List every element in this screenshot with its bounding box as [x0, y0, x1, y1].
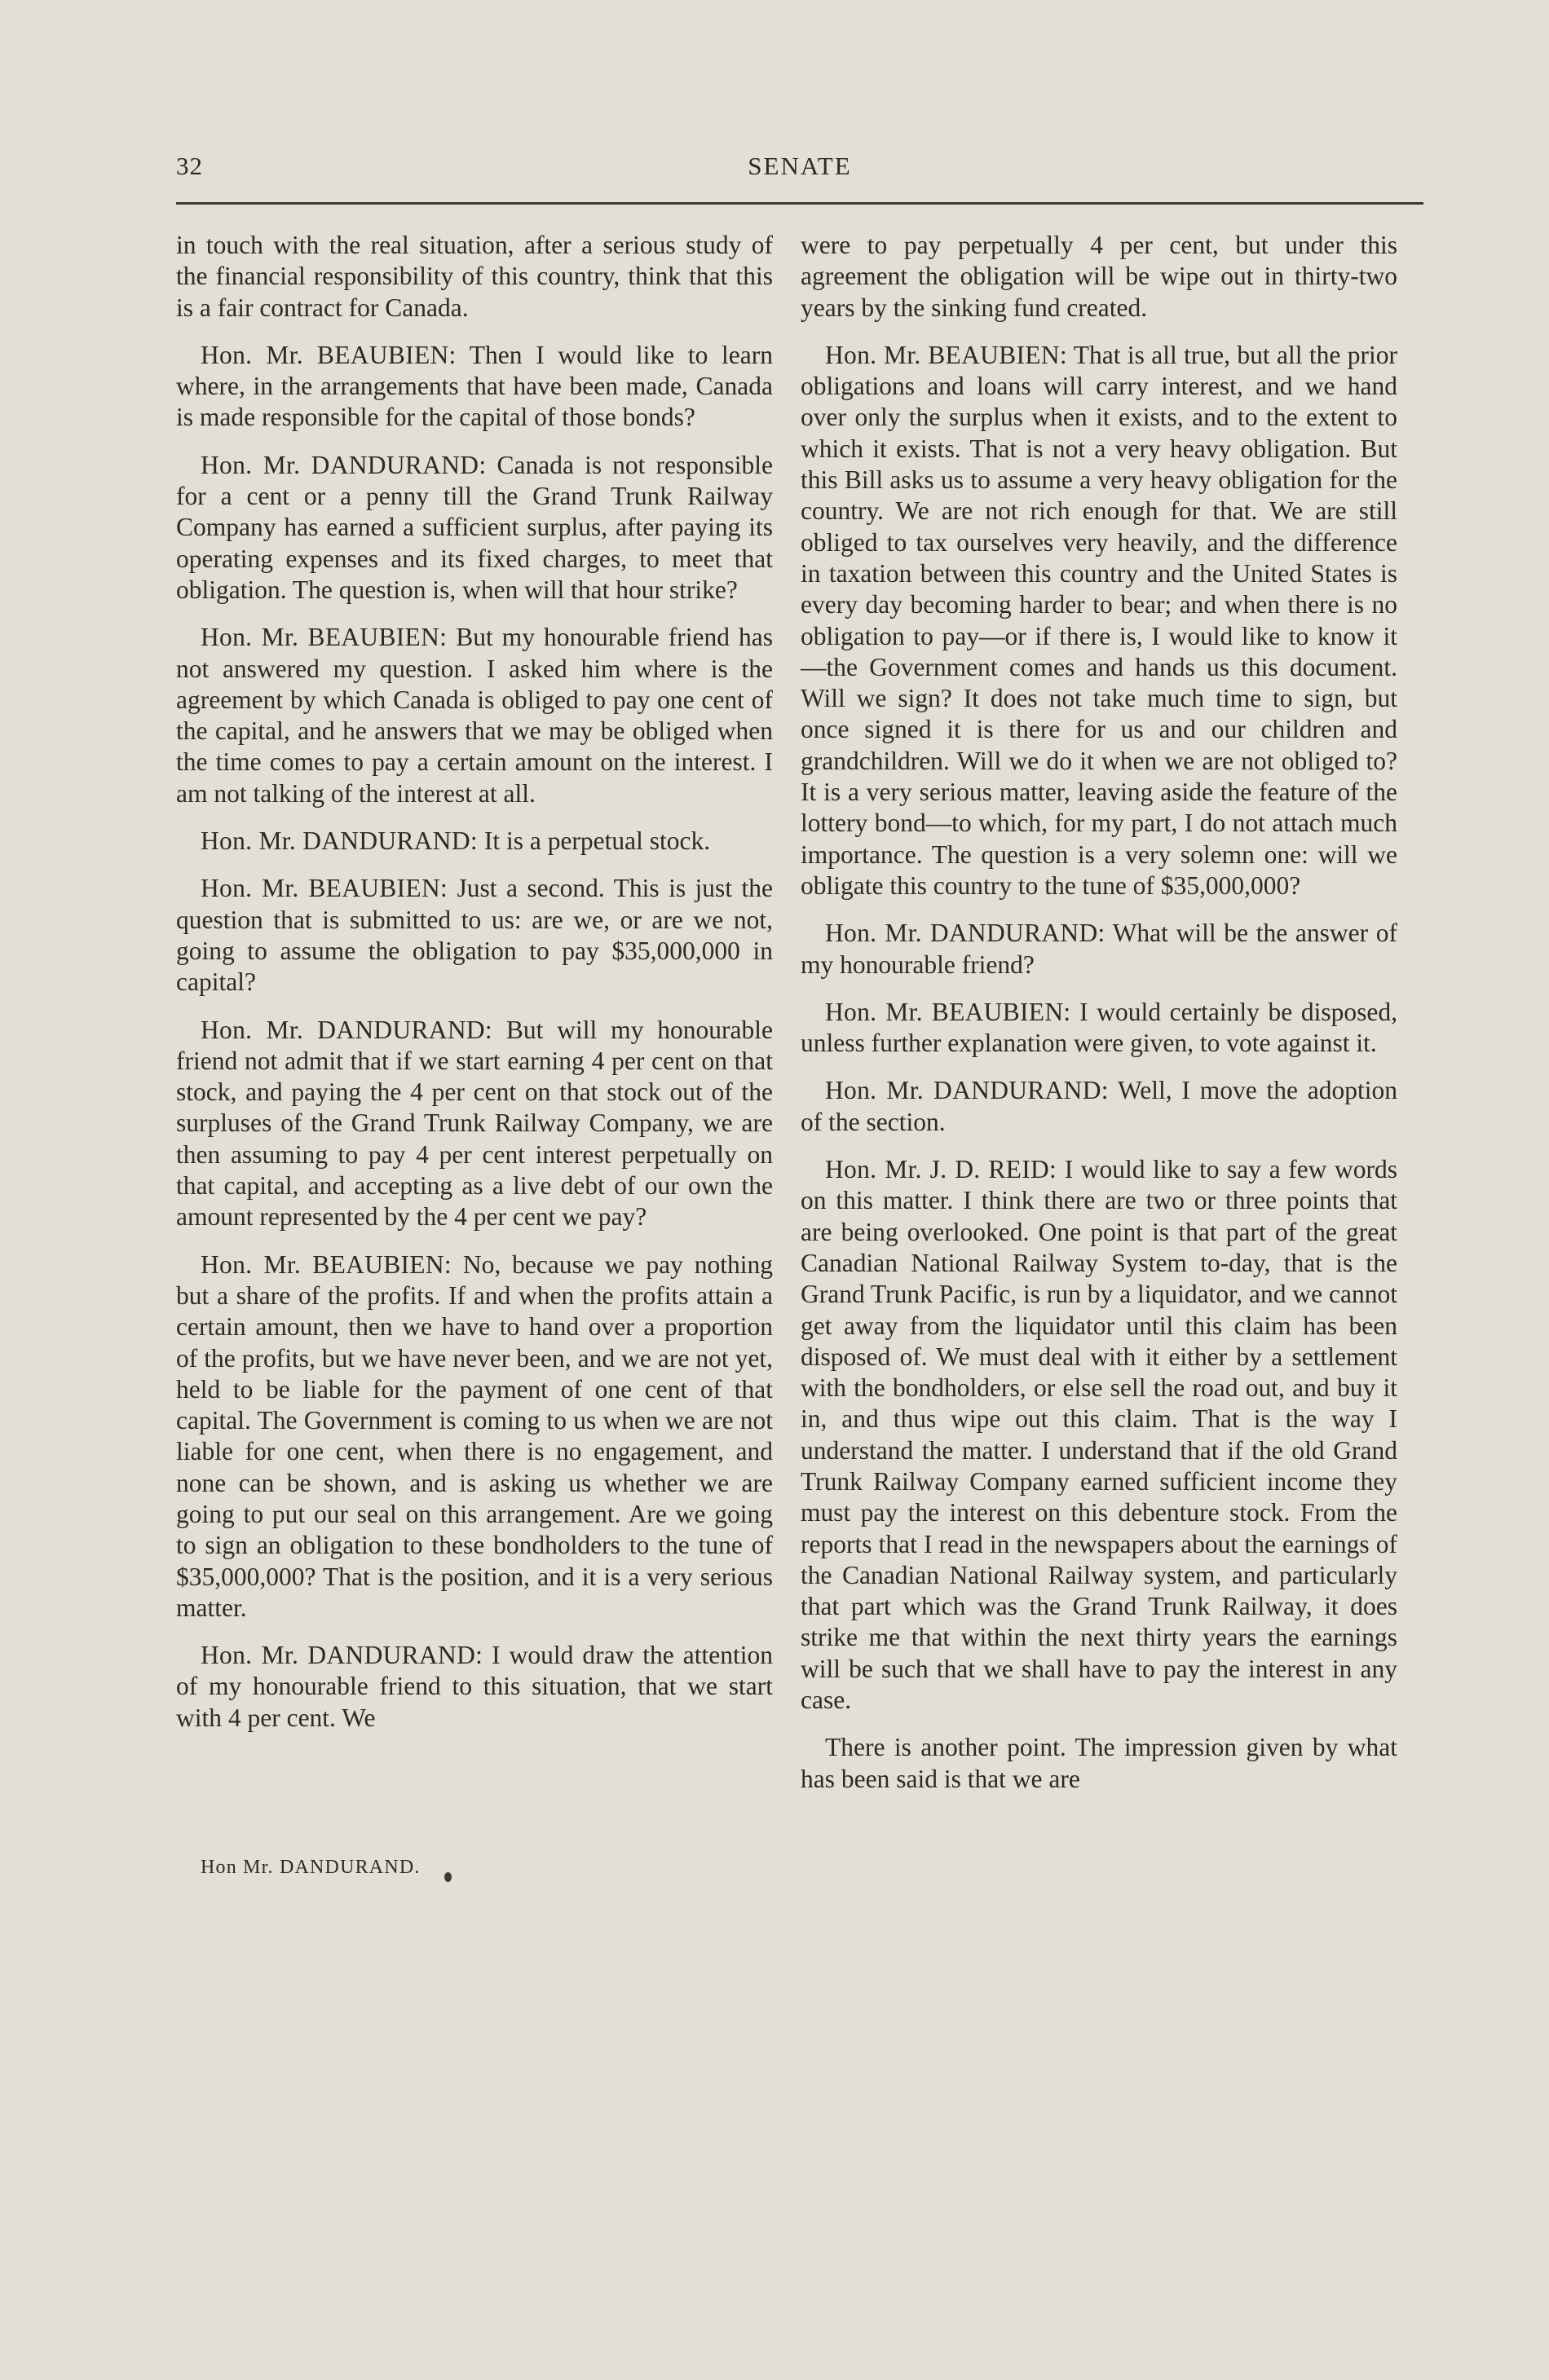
speaker-name: Hon. Mr. BEAUBIEN:	[825, 997, 1071, 1026]
paragraph	[801, 997, 1397, 1060]
paragraph	[801, 918, 1397, 981]
page-title: SENATE	[748, 152, 852, 180]
paragraph	[801, 1075, 1397, 1138]
paragraph	[176, 450, 773, 606]
paragraph-text: Then I would like to learn where, in the arrangements that have been made, Canada is made responsible for the capital of those bonds?	[176, 340, 773, 432]
paragraph	[176, 873, 773, 998]
paragraph-text: Canada is not responsible for a cent or a penny till the Grand Trunk Railway Company has earned a sufficient surplus, after paying its operating expenses and its fixed charges, to meet that obligation. The question is, when will that hour strike?	[176, 450, 773, 604]
paragraph	[176, 1250, 773, 1624]
paragraph-text: It is a perpetual stock.	[483, 826, 711, 856]
paragraph-text: But my honourable friend has not answered my question. I asked him where is the agreement by which Canada is obliged to pay one cent of the capital, and he answers that we may be obliged when the time comes to pay a certain amount on the interest. I am not talking of the interest at all.	[176, 623, 774, 808]
paragraph	[801, 1732, 1397, 1795]
running-head	[176, 145, 1423, 186]
paragraph	[176, 230, 773, 324]
speaker-name: Hon. Mr. BEAUBIEN:	[201, 1250, 452, 1279]
paragraph-text: No, because we pay nothing but a share of the profits. If and when the profits attain a certain amount, then we have to hand over a proportion of the profits, but we have never been, and we are not yet, held to be liable for the payment of one cent of that capital. The Government is coming to us when we are not liable for one cent, when there is no engagement, and none can be shown, and is asking us whether we are going to put our seal on this arrangement. Are we going to sign an obligation to these bondholders to the tune of $35,000,000? That is the position, and it is a very serious matter.	[176, 1250, 773, 1622]
paragraph	[801, 1154, 1397, 1716]
speaker-name: Hon. Mr. J. D. REID:	[825, 1155, 1057, 1184]
paragraph	[176, 826, 773, 857]
paragraph	[176, 622, 773, 809]
speaker-name: Hon. Mr. DANDURAND:	[201, 450, 487, 479]
paragraph-text: I would like to say a few words on this matter. I think there are two or three points that are being overlooked. One point is that part of the great Canadian National Railway System to-day, that is the Grand Trunk Pacific, is run by a liquidator, and we cannot get away from the liquidator until this claim has been disposed of. We must deal with it either by a settlement with the bondholders, or else sell the road out, and buy it in, and thus wipe out this claim. That is the way I understand the matter. I understand that if the old Grand Trunk Railway Company earned sufficient income they must pay the interest on this debenture stock. From the reports that I read in the newspapers about the earnings of the Canadian National Railway system, and particularly that part which was the Grand Trunk Railway, it does strike me that within the next thirty years the earnings will be such that we shall have to pay the interest in any case.	[801, 1155, 1398, 1715]
paragraph	[801, 340, 1397, 901]
paragraph-text: in touch with the real situation, after a serious study of the financial responsibility of this country, think that this is a fair contract for Canada.	[176, 231, 773, 322]
speaker-name: Hon. Mr. BEAUBIEN:	[201, 340, 457, 369]
paragraph-text: Well, I move the adoption of the section.	[801, 1076, 1397, 1136]
paragraph-text: That is all true, but all the prior obligations and loans will carry interest, and we hand over only the surplus when it exists, and to the extent to which it exists. That is not a very heavy obligation. But this Bill asks us to assume a very heavy obligation for the country. We are not rich enough for that. We are still obliged to tax ourselves very heavily, and the difference in taxation between this country and the United States is every day becoming harder to bear; and when there is no obligation to pay—or if there is, I would like to know it—the Government comes and hands us this document. Will we sign? It does not take much time to sign, but once signed it is there for us and our children and grandchildren. Will we do it when we are not obliged to? It is a very serious matter, leaving aside the feature of the lottery bond—to which, for my part, I do not attach much importance. The question is a very solemn one: will we obligate this country to the tune of $35,000,000?	[801, 340, 1397, 900]
paragraph-text: But will my honourable friend not admit that if we start earning 4 per cent on that stock, and paying the 4 per cent on that stock out of the surpluses of the Grand Trunk Railway Company, we are then assuming to pay 4 per cent interest perpetually on that capital, and accepting as a live debt of our own the amount represented by the 4 per cent we pay?	[176, 1015, 773, 1232]
speaker-name: Hon. Mr. BEAUBIEN:	[201, 874, 448, 903]
right-column	[801, 230, 1397, 1811]
speaker-name: Hon. Mr. BEAUBIEN:	[201, 623, 448, 652]
catchword: Hon Mr. DANDURAND.	[201, 1857, 421, 1878]
paragraph-text: I would certainly be disposed, unless further explanation were given, to vote against it.	[801, 997, 1397, 1058]
paragraph	[176, 340, 773, 434]
speaker-name: Hon. Mr. DANDURAND:	[201, 1641, 483, 1670]
page-number: 32	[176, 152, 203, 180]
paragraph	[176, 1640, 773, 1734]
speaker-name: Hon. Mr. BEAUBIEN:	[825, 340, 1067, 369]
left-column	[176, 230, 773, 1734]
speaker-name: Hon. Mr. DANDURAND:	[825, 919, 1105, 948]
paragraph-text: What will be the answer of my honourable friend?	[801, 919, 1397, 979]
speaker-name: Hon. Mr. DANDURAND:	[201, 826, 478, 856]
ink-dot	[444, 1872, 452, 1882]
paragraph-text: were to pay perpetually 4 per cent, but under this agreement the obligation will be wipe out in thirty-two years by the sinking fund created.	[801, 231, 1397, 322]
paragraph-text: I would draw the attention of my honourable friend to this situation, that we start with 4 per cent. We	[176, 1641, 773, 1732]
header-rule	[176, 202, 1423, 205]
paragraph	[176, 1015, 773, 1233]
paragraph	[801, 230, 1397, 324]
paragraph-text: Just a second. This is just the question that is submitted to us: are we, or are we not, going to assume the obligation to pay $35,000,000 in capital?	[176, 874, 773, 997]
paragraph-text: There is another point. The impression given by what has been said is that we are	[801, 1733, 1397, 1793]
speaker-name: Hon. Mr. DANDURAND:	[201, 1015, 492, 1044]
speaker-name: Hon. Mr. DANDURAND:	[825, 1076, 1109, 1105]
